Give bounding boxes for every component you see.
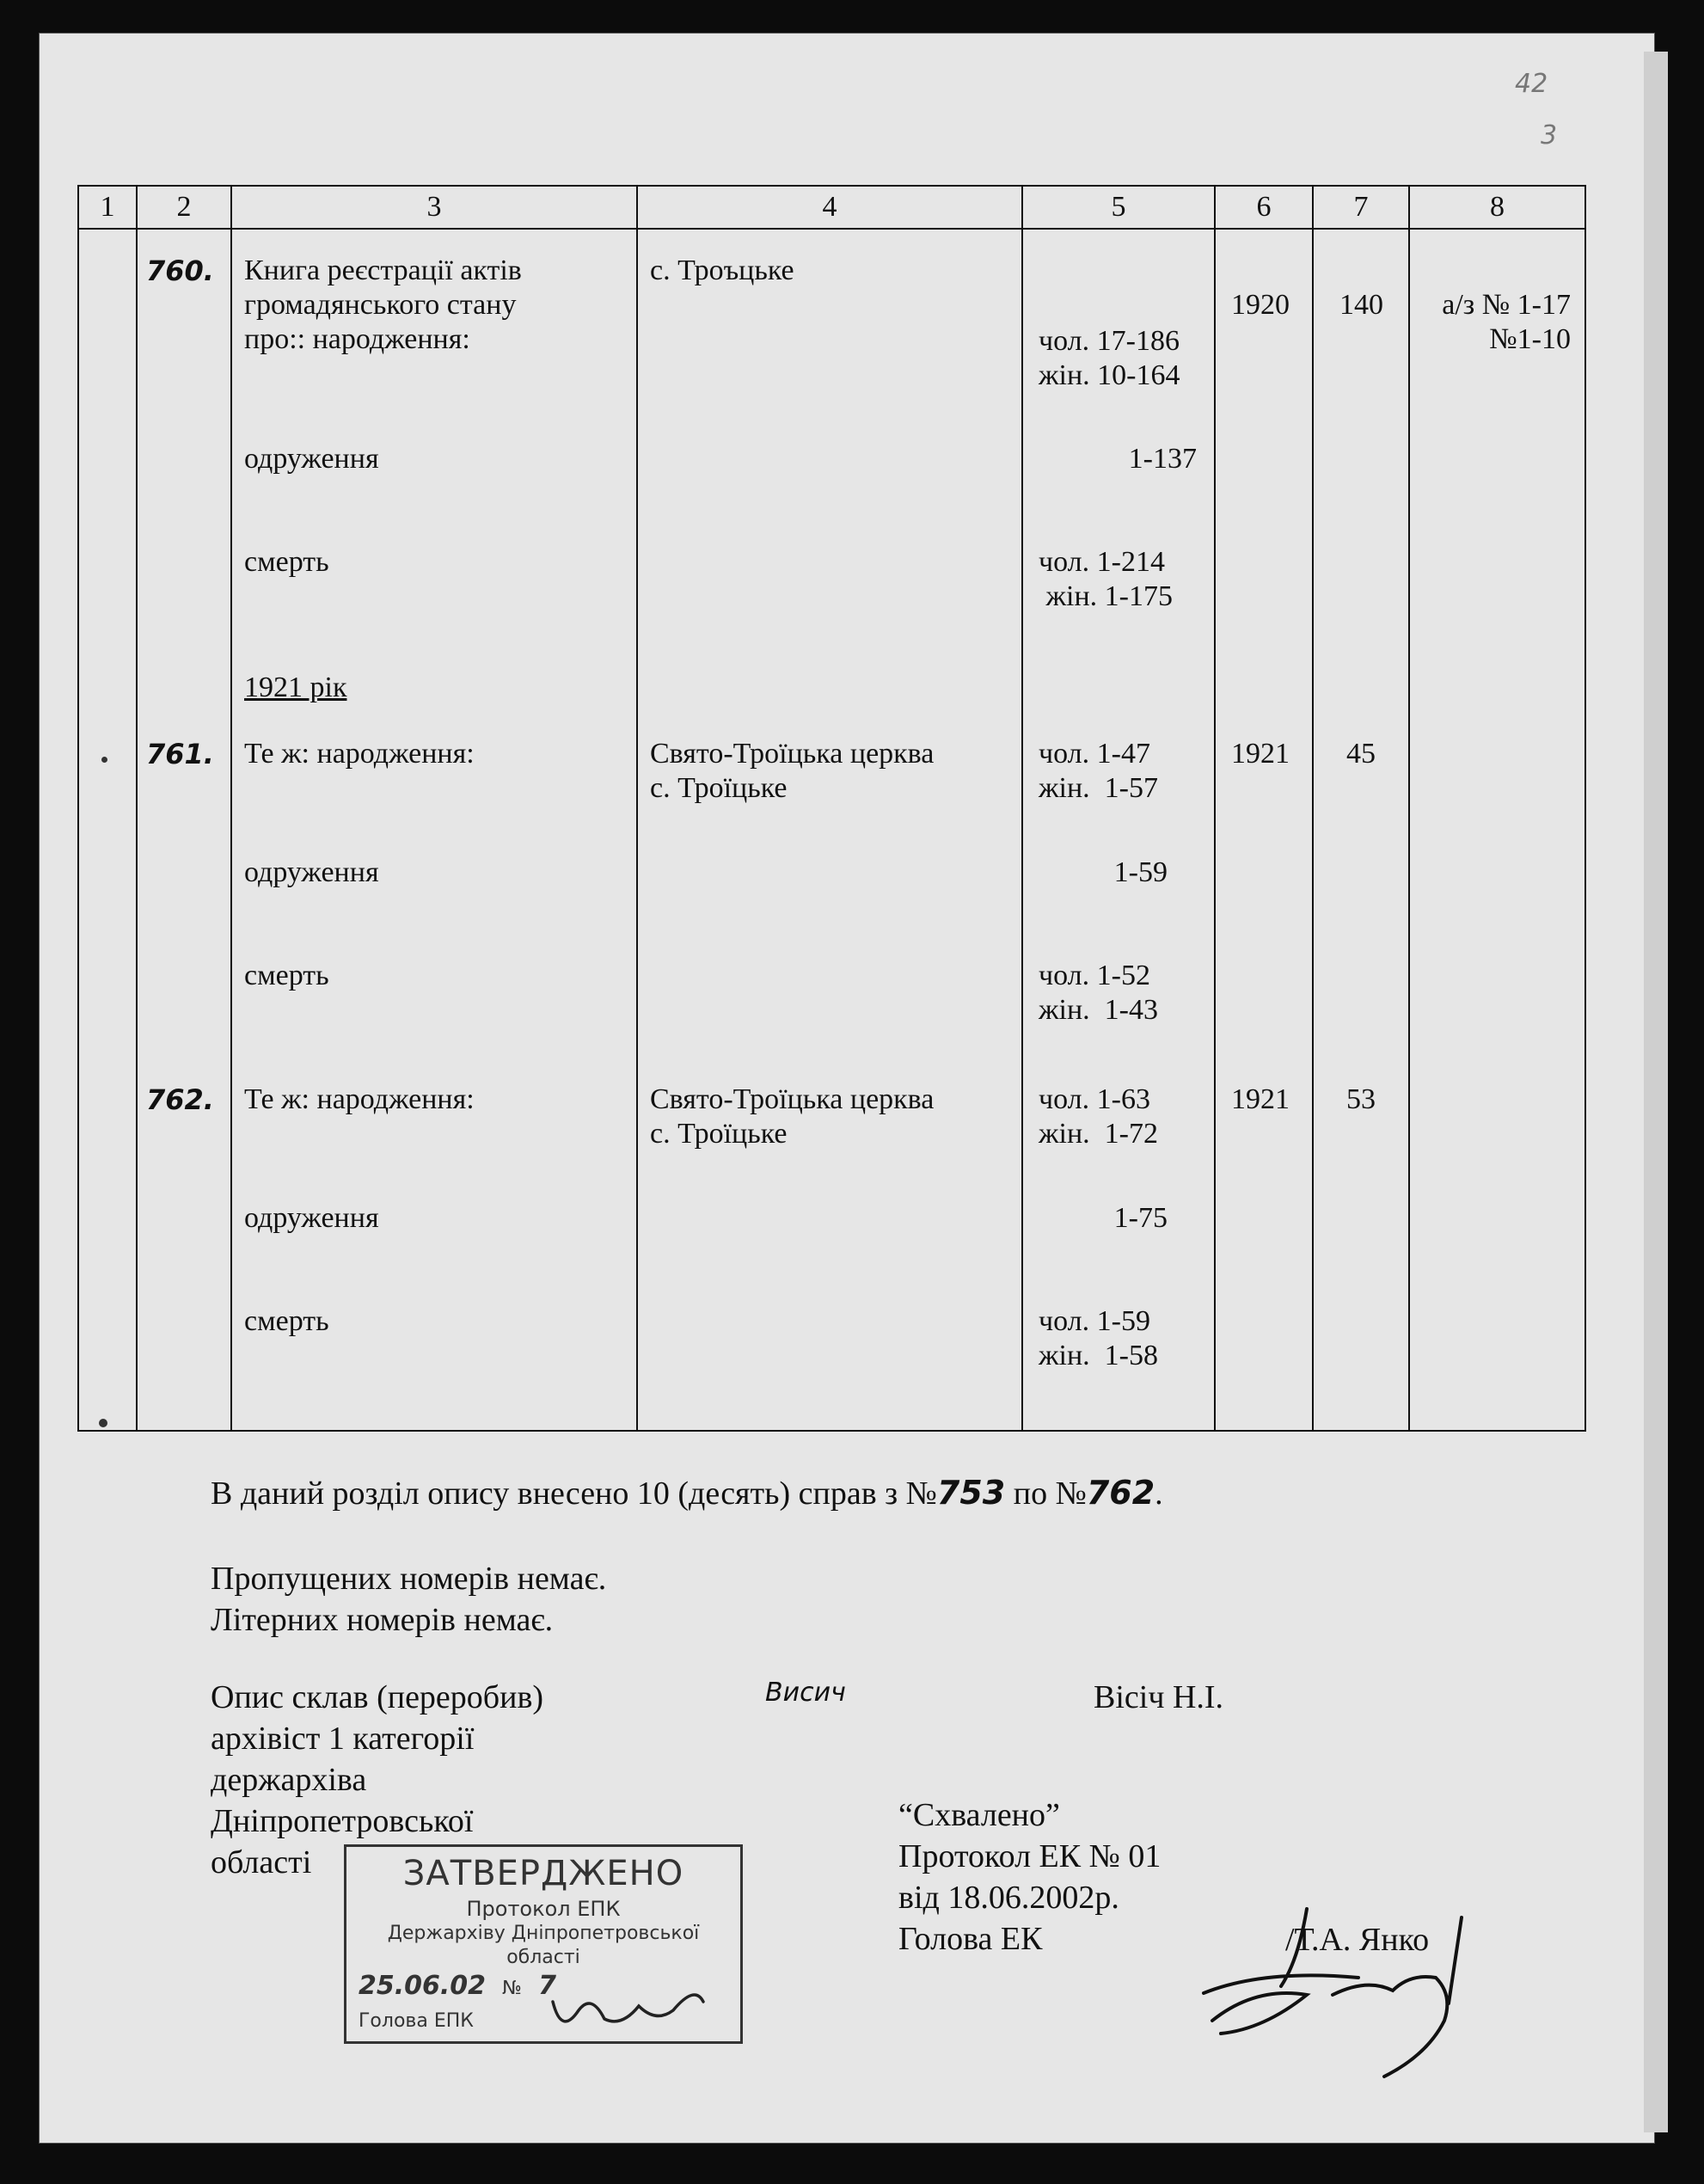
stamp-title: ЗАТВЕРДЖЕНО [402,1854,684,1893]
punch-mark [99,1419,107,1427]
entry-760-note: а/з № 1-17 №1-10 [1442,289,1571,355]
stamp-head-label: Голова ЕПК [359,2010,474,2032]
summary-line [211,1472,1163,1514]
entry-762-deaths: чол. 1-59 жін. 1-58 [1039,1305,1158,1371]
col-header-5: 5 [1022,186,1215,229]
header-row [78,186,1585,229]
entry-762-title: Те ж: народження: [244,1083,475,1115]
entry-760-year: 1920 [1231,289,1290,321]
compiler-signature: Висич [765,1678,846,1708]
approval-block: “Схвалено” Протокол ЕК № 01 від 18.06.2002р. Голова ЕК [898,1797,1162,1957]
entry-760-marriage-label: одруження [244,443,379,475]
approver-name: /Т.А. Янко [1285,1922,1430,1958]
entry-761-year: 1921 [1231,738,1290,770]
entry-761-count: 45 [1346,738,1376,770]
col-header-2: 2 [137,186,231,229]
approval-stamp [344,1844,743,2044]
compiler-block: Опис склав (переробив) архівіст 1 категорії держархіва Дніпропетровської області [211,1679,544,1880]
entry-762-count: 53 [1346,1083,1376,1115]
stamp-line-2: Держархіву Дніпропетровської [387,1923,700,1944]
entry-762-births: чол. 1-63 жін. 1-72 [1039,1083,1158,1150]
entry-760-deaths: чол. 1-214 жін. 1-175 [1039,546,1173,612]
entry-762-marriage-label: одруження [244,1202,379,1234]
summary-end: . [1155,1475,1163,1512]
table-body-row [78,229,1585,1431]
stamp-line-1: Протокол ЕПК [466,1897,621,1921]
from-number: 753 [936,1474,1006,1512]
case-number-762: 762. [146,1083,214,1116]
entry-761-title: Те ж: народження: [244,738,475,770]
entry-760-death-label: смерть [244,546,329,578]
col-1-cell [78,229,137,1431]
entry-762-death-label: смерть [244,1305,329,1337]
sheet-number-mark: 42 [1515,69,1548,99]
case-number-760: 760. [146,255,214,287]
stamp-no-label: № [502,1978,523,1999]
col-6-cell [1215,229,1313,1431]
missing-numbers-note: Пропущених номерів немає. [211,1561,607,1597]
entry-760-title: Книга реєстрації актів громадянського стану про:: народження: [244,255,522,355]
stamp-no-value: 7 [538,1971,556,2001]
entry-760-marriages: 1-137 [1128,443,1197,475]
to-number: 762 [1086,1474,1155,1512]
entry-760-place: с. Троъцьке [650,255,794,286]
summary-middle: по № [1005,1475,1087,1512]
entry-762-marriages: 1-75 [1113,1202,1168,1234]
year-heading: 1921 рік [244,672,347,703]
entry-761-births: чол. 1-47 жін. 1-57 [1039,738,1158,804]
col-8-cell [1409,229,1585,1431]
entry-760-births: чол. 17-186 жін. 10-164 [1039,325,1180,391]
scan-speck [101,757,107,763]
entry-761-death-label: смерть [244,960,329,991]
letter-numbers-note: Літерних номерів немає. [211,1602,554,1638]
entry-761-marriages: 1-59 [1113,856,1168,888]
entry-761-marriage-label: одруження [244,856,379,888]
entry-761-deaths: чол. 1-52 жін. 1-43 [1039,960,1158,1026]
entry-761-place: Свято-Троїцька церква с. Троїцьке [650,738,935,804]
entry-762-place: Свято-Троїцька церква с. Троїцьке [650,1083,935,1150]
col-header-3: 3 [231,186,637,229]
inventory-table [77,185,1586,1432]
approver-signature [1186,1892,1513,2081]
col-header-1: 1 [78,186,137,229]
col-header-6: 6 [1215,186,1313,229]
entry-762-year: 1921 [1231,1083,1290,1115]
col-header-7: 7 [1313,186,1409,229]
col-4-cell [637,229,1022,1431]
col-7-cell [1313,229,1409,1431]
page-number-mark: 3 [1541,120,1558,150]
col-2-cell [137,229,231,1431]
stamp-date: 25.06.02 [359,1971,487,2001]
compiler-name: Вісіч Н.І. [1094,1679,1224,1715]
entry-760-count: 140 [1339,289,1383,321]
summary-text: В даний розділ опису внесено 10 (десять) справ з № [211,1475,937,1512]
col-header-8: 8 [1409,186,1585,229]
case-number-761: 761. [146,738,214,770]
col-5-cell [1022,229,1215,1431]
stamp-line-3: області [506,1947,580,1968]
col-3-cell [231,229,637,1431]
stamp-signature [544,1976,716,2038]
col-header-4: 4 [637,186,1022,229]
sheet-edge [1644,52,1668,2132]
